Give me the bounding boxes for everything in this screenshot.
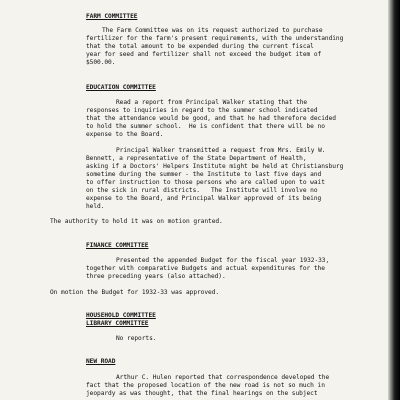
education-p2-line-7: expense to the Board, and Principal Walker approved of its being: [86, 195, 322, 202]
farm-line-5: $500.00.: [86, 59, 116, 66]
farm-line-4: year for seed and fertilizer shall not exceed the budget item of: [86, 51, 322, 58]
finance-line-1: Presented the appended Budget for the fiscal year 1932-33,: [116, 257, 330, 264]
household-committee-heading: HOUSEHOLD COMMITTEE: [86, 312, 156, 319]
new-road-line-1: Arthur C. Hulen reported that correspondence developed the: [116, 374, 330, 381]
education-p2-line-2: Bennett, a representative of the State Department of Health,: [86, 155, 307, 162]
education-p2-line-3: asking if a Doctors' Helpers Institute might be held at Christiansburg: [86, 163, 344, 170]
finance-line-2: together with comparative Budgets and actual expenditures for the: [86, 265, 325, 272]
finance-committee-heading: FINANCE COMMITTEE: [86, 242, 149, 249]
farm-committee-heading: FARM COMMITTEE: [86, 13, 138, 20]
farm-line-2: fertilizer for the farm's present requirements, with the understanding: [86, 35, 344, 42]
education-p1-line-1: Read a report from Principal Walker stating that the: [116, 99, 308, 106]
new-road-line-2: fact that the proposed location of the new road is not so much in: [86, 382, 325, 389]
education-p2-line-6: on the sick in rural districts. The Institute will involve no: [86, 187, 318, 194]
scan-edge-shadow: [388, 0, 400, 400]
education-p2-line-5: to offer instruction to those persons who are called upon to wait: [86, 179, 325, 186]
education-p1-line-2: responses to inquiries in regard to the summer school indicated: [86, 107, 318, 114]
new-road-heading: NEW ROAD: [86, 358, 116, 365]
finance-motion-line: On motion the Budget for 1932-33 was approved.: [50, 289, 220, 296]
education-committee-heading: EDUCATION COMMITTEE: [86, 84, 156, 91]
education-authority-line: The authority to hold it was on motion granted.: [50, 218, 223, 225]
no-reports-line: No reports.: [116, 335, 157, 342]
education-p2-line-8: held.: [86, 203, 105, 210]
finance-line-3: three preceding years (also attached).: [86, 273, 226, 280]
education-p1-line-5: expense to the Board.: [86, 131, 164, 138]
education-p2-line-4: sometime during the summer - the Institute to last five days and: [86, 171, 322, 178]
new-road-line-3: jeopardy as was thought, that the final hearings on the subject: [86, 390, 318, 397]
education-p2-line-1: Principal Walker transmitted a request from Mrs. Emily W.: [116, 147, 326, 154]
farm-line-1: The Farm Committee was on its request authorized to purchase: [102, 27, 323, 34]
education-p1-line-4: to hold the summer school. He is confident that there will be no: [86, 123, 325, 130]
education-p1-line-3: that the attendance would be good, and that he had therefore decided: [86, 115, 336, 122]
library-committee-heading: LIBRARY COMMITTEE: [86, 320, 149, 327]
farm-line-3: that the total amount to be expended during the current fiscal: [86, 43, 314, 50]
